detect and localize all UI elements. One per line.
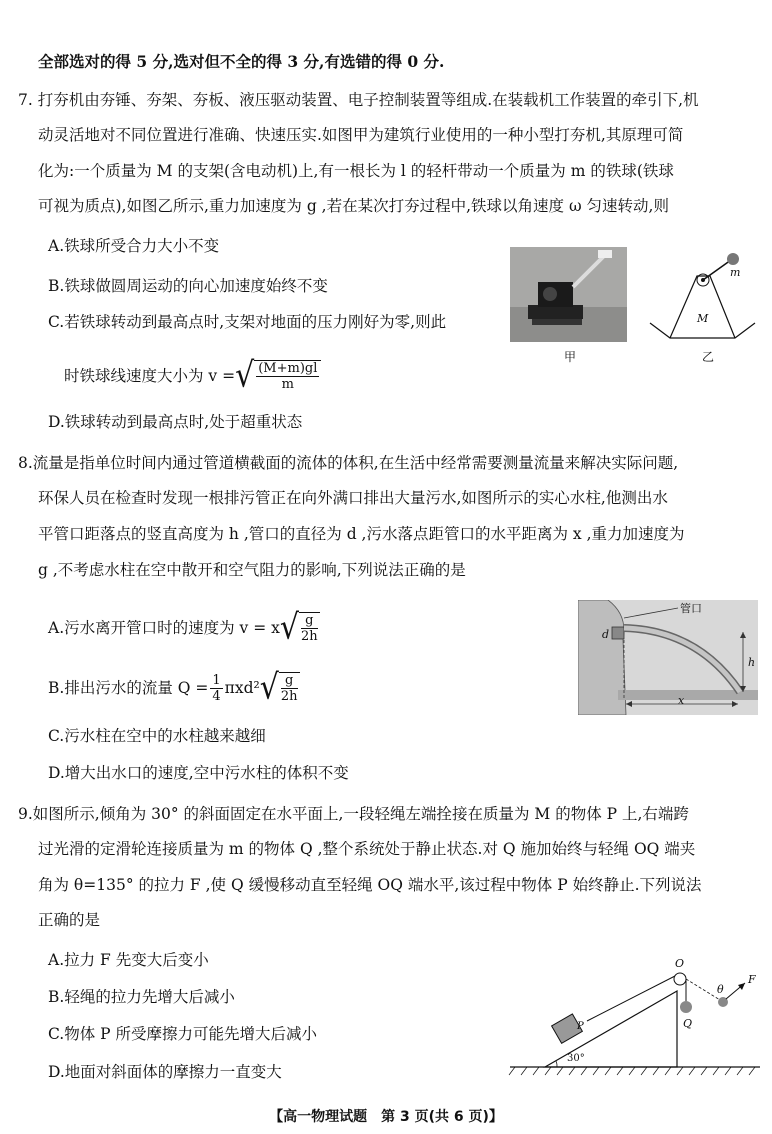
q8-a-sqrt: √ $\frac{g}{2h}$	[279, 607, 318, 648]
label-theta: θ	[717, 983, 724, 996]
label-x: x	[678, 694, 685, 707]
q7-option-c-line-1: C.若铁球转动到最高点时,支架对地面的压力刚好为零,则此	[48, 313, 447, 331]
q9-stem-line-1: 9.如图所示,倾角为 30° 的斜面固定在水平面上,一段轻绳左端拴接在质量为 M 的物体 P 上,右端跨	[18, 805, 689, 823]
q8-option-d: D.增大出水口的速度,空中污水柱的体积不变	[48, 764, 349, 782]
fig-jia-caption: 甲	[564, 350, 577, 364]
q8-option-a-text: A.污水离开管口时的速度为 v = x	[48, 619, 280, 637]
q7-stem-line-3: 化为:一个质量为 M 的支架(含电动机)上,有一根长为 l 的轻杆带动一个质量为 m 的铁球(铁球	[38, 162, 674, 180]
q8-b-num: g	[281, 673, 298, 689]
q8-stem-line-4: g ,不考虑水柱在空中散开和空气阻力的影响,下列说法正确的是	[38, 561, 466, 579]
label-h: h	[748, 656, 756, 669]
q7-option-c-text: 时铁球线速度大小为 v =	[64, 367, 236, 385]
label-P: P	[577, 1021, 584, 1032]
q8-b-mid: πxd²	[224, 679, 260, 697]
q9-option-d: D.地面对斜面体的摩擦力一直变大	[48, 1063, 282, 1081]
scoring-note: 全部选对的得 5 分,选对但不全的得 3 分,有选错的得 0 分.	[38, 52, 445, 71]
label-M: M	[697, 312, 709, 325]
fig-yi-caption: 乙	[702, 350, 715, 364]
q7-stem-line-4: 可视为质点),如图乙所示,重力加速度为 g ,若在某次打夯过程中,铁球以角速度 ω 匀速转动,则	[38, 197, 669, 215]
q7-option-b: B.铁球做圆周运动的向心加速度始终不变	[48, 277, 328, 295]
q9-option-b: B.轻绳的拉力先增大后减小	[48, 988, 235, 1006]
page-footer: 【高一物理试题 第 3 页(共 6 页)】	[269, 1109, 503, 1125]
q8-b-fn: 1	[212, 672, 221, 688]
q7-option-c-line-2	[64, 355, 321, 396]
incline-pulley-diagram	[505, 955, 765, 1080]
q7-sqrt-formula: √ $\frac{(M+m)gl}{m}$	[235, 360, 321, 392]
q8-option-b	[48, 667, 300, 708]
q8-stem-line-2: 环保人员在检查时发现一根排污管正在向外满口排出大量污水,如图所示的实心水柱,他测出水	[38, 489, 668, 507]
q9-stem-line-3: 角为 θ=135° 的拉力 F ,使 Q 缓慢移动直至轻绳 OQ 端水平,该过程中物体 P 始终静止.下列说法	[38, 876, 702, 894]
q8-a-den: 2h	[301, 629, 318, 644]
pipe-diagram	[578, 600, 758, 715]
label-m: m	[730, 266, 741, 279]
q7-option-d: D.铁球转动到最高点时,处于超重状态	[48, 413, 303, 431]
label-30deg: 30°	[567, 1053, 585, 1064]
q8-a-num: g	[301, 613, 318, 629]
label-d: d	[602, 628, 610, 641]
q8-option-b-text: B.排出污水的流量 Q =	[48, 679, 209, 697]
q8-b-fd: 4	[212, 688, 221, 704]
q7-c-denominator: m	[281, 377, 294, 392]
label-O: O	[675, 957, 685, 970]
frame-diagram	[645, 248, 765, 348]
rammer-photo	[510, 247, 627, 342]
q8-b-den: 2h	[280, 689, 298, 704]
q9-stem-line-4: 正确的是	[38, 911, 101, 929]
q8-stem-line-1: 8.流量是指单位时间内通过管道横截面的流体的体积,在生活中经常需要测量流量来解决实际问题,	[18, 454, 679, 472]
q7-stem-line-1: 7. 打夯机由夯锤、夯架、夯板、液压驱动装置、电子控制装置等组成.在装载机工作装置的牵引下,机	[18, 91, 699, 109]
q9-option-a: A.拉力 F 先变大后变小	[48, 951, 209, 969]
label-pipe-mouth: 管口	[680, 602, 702, 615]
q8-stem-line-3: 平管口距落点的竖直高度为 h ,管口的直径为 d ,污水落点距管口的水平距离为 x ,重力加速度为	[38, 525, 685, 543]
q9-option-c: C.物体 P 所受摩擦力可能先增大后减小	[48, 1025, 318, 1043]
label-Q: Q	[683, 1017, 693, 1030]
q7-c-numerator: (M+m)gl	[258, 361, 318, 376]
q8-option-c: C.污水柱在空中的水柱越来越细	[48, 727, 266, 745]
label-F: F	[748, 973, 756, 986]
q7-option-a: A.铁球所受合力大小不变	[48, 237, 220, 255]
q9-stem-line-2: 过光滑的定滑轮连接质量为 m 的物体 Q ,整个系统处于静止状态.对 Q 施加始终与轻绳 OQ 端夹	[38, 840, 696, 858]
q8-option-a	[48, 607, 320, 648]
q8-b-sqrt: √ $\frac{g}{2h}$	[259, 667, 298, 708]
q7-stem-line-2: 动灵活地对不同位置进行准确、快速压实.如图甲为建筑行业使用的一种小型打夯机,其原理可简	[38, 126, 684, 144]
